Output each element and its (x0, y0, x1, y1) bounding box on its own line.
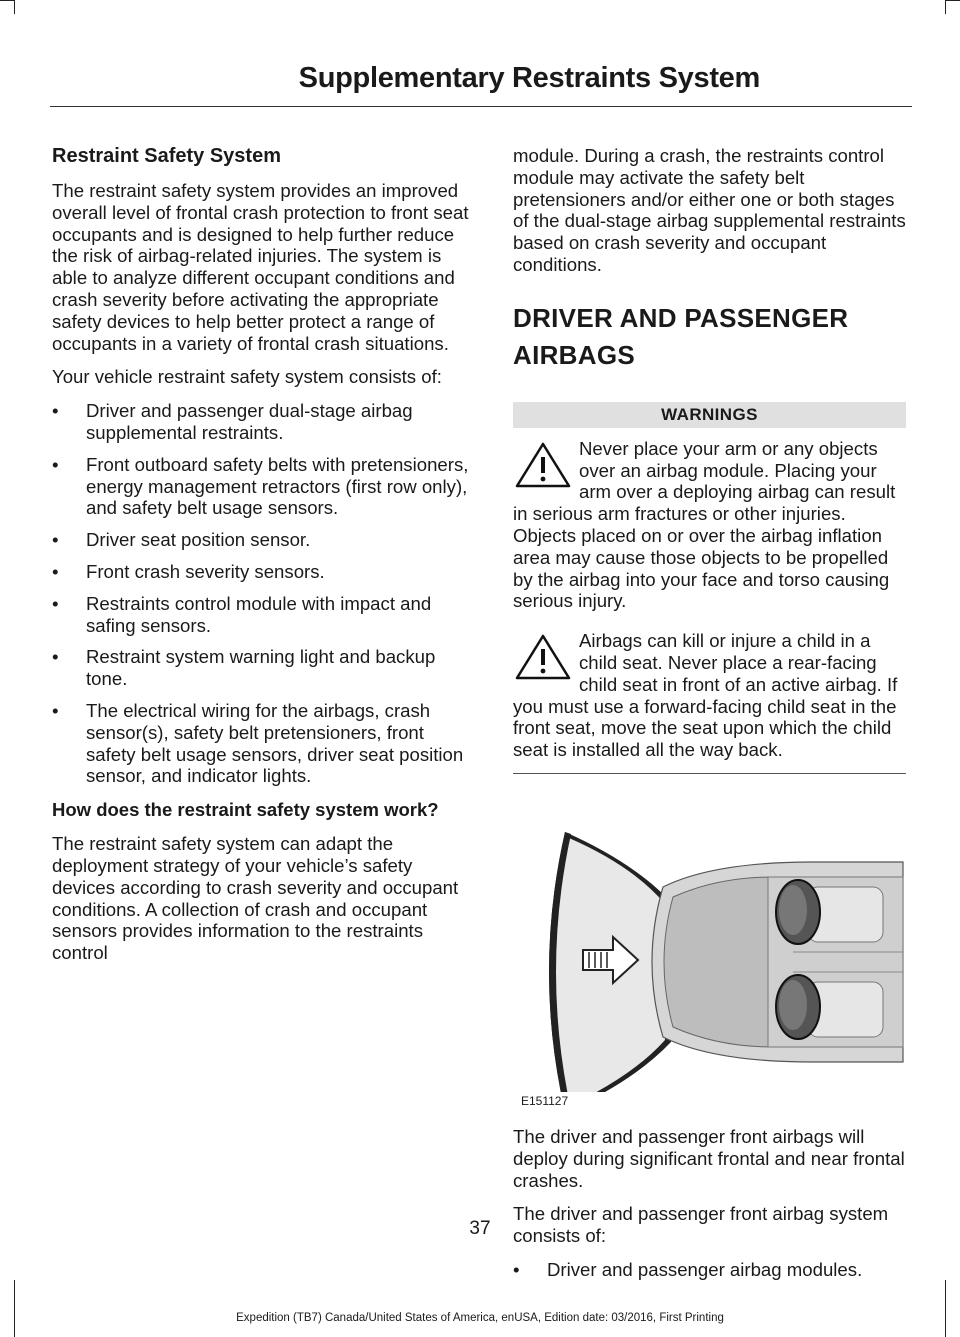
crop-mark (945, 1280, 946, 1337)
module-list (513, 1259, 906, 1281)
intro-paragraph: The restraint safety system provides an improved overall level of frontal crash protection to front seat occupants and is designed to help further reduce the risk of airbag-related injuries. The system is able to analyze different occupant conditions and crash severity before activating the appropriate safety devices to help better protect a range of occupants in a variety of frontal crash situations. (52, 180, 469, 354)
warning-text: Never place your arm or any objects over an airbag module. Placing your arm over a deploying airbag can result in serious arm fractures or other injuries. Objects placed on or over the airbag inflation area may cause those objects to be propelled by the airbag into your face and torso causing serious injury. (513, 437, 896, 612)
list-item: • Front crash severity sensors. (52, 561, 477, 583)
crop-mark (14, 0, 15, 14)
how-heading: How does the restraint safety system work? (52, 799, 439, 821)
continued-paragraph: module. During a crash, the restraints control module may activate the safety belt pretensioners and/or either one or both stages of the dual-stage airbag supplemental restraints based on crash severity and occupant conditions. (513, 145, 906, 275)
list-item: • Driver and passenger dual-stage airbag supplemental restraints. (52, 400, 477, 444)
crop-mark (14, 1280, 15, 1337)
crop-mark (0, 0, 14, 1)
list-item: • Driver seat position sensor. (52, 529, 477, 551)
page-number: 37 (469, 1218, 491, 1239)
vehicle-airbag-icon (513, 792, 906, 1092)
list-item: • Front outboard safety belts with pretensioners, energy management retractors (first row only), and safety belt usage sensors. (52, 454, 477, 519)
right-column (513, 145, 906, 1293)
section-heading: DRIVER AND PASSENGER AIRBAGS (513, 302, 849, 370)
footer-text: Expedition (TB7) Canada/United States of America, enUSA, Edition date: 03/2016, First Printing (236, 1312, 724, 1324)
system-paragraph: The driver and passenger front airbag system consists of: (513, 1203, 889, 1247)
warning-block (513, 438, 906, 612)
warning-block (513, 630, 906, 774)
warning-triangle-icon (513, 632, 573, 682)
figure-id: E151127 (521, 1093, 569, 1108)
component-list (52, 400, 477, 787)
list-item: • The electrical wiring for the airbags, crash sensor(s), safety belt pretensioners, front safety belt usage sensors, driver seat position sensor, and indicator lights. (52, 700, 477, 787)
how-paragraph: The restraint safety system can adapt the deployment strategy of your vehicle’s safety devices according to crash severity and occupant conditions. A collection of crash and occupant sensors provides information to the restraints control (52, 833, 459, 964)
warning-text: Airbags can kill or injure a child in a child seat. Never place a rear-facing child seat in front of an active airbag. If you must use a forward-facing child seat in the front seat, move the seat upon which the child seat is installed all the way back. (513, 630, 898, 761)
crop-mark (946, 0, 960, 1)
restraint-safety-heading: Restraint Safety System (52, 145, 281, 167)
list-item: • Restraint system warning light and backup tone. (52, 646, 477, 690)
warning-triangle-icon (513, 440, 573, 490)
page-title: Supplementary Restraints System (298, 62, 760, 94)
left-column (52, 145, 477, 976)
title-rule (50, 106, 912, 107)
airbag-illustration (513, 792, 906, 1112)
consists-paragraph: Your vehicle restraint safety system consists of: (52, 366, 442, 388)
deploy-paragraph: The driver and passenger front airbags will deploy during significant frontal and near frontal crashes. (513, 1125, 905, 1191)
list-item: • Restraints control module with impact and safing sensors. (52, 593, 477, 637)
warnings-header: WARNINGS (513, 402, 906, 428)
crop-mark (945, 0, 946, 14)
list-item: • Driver and passenger airbag modules. (513, 1259, 906, 1281)
warning-rule (513, 773, 906, 774)
